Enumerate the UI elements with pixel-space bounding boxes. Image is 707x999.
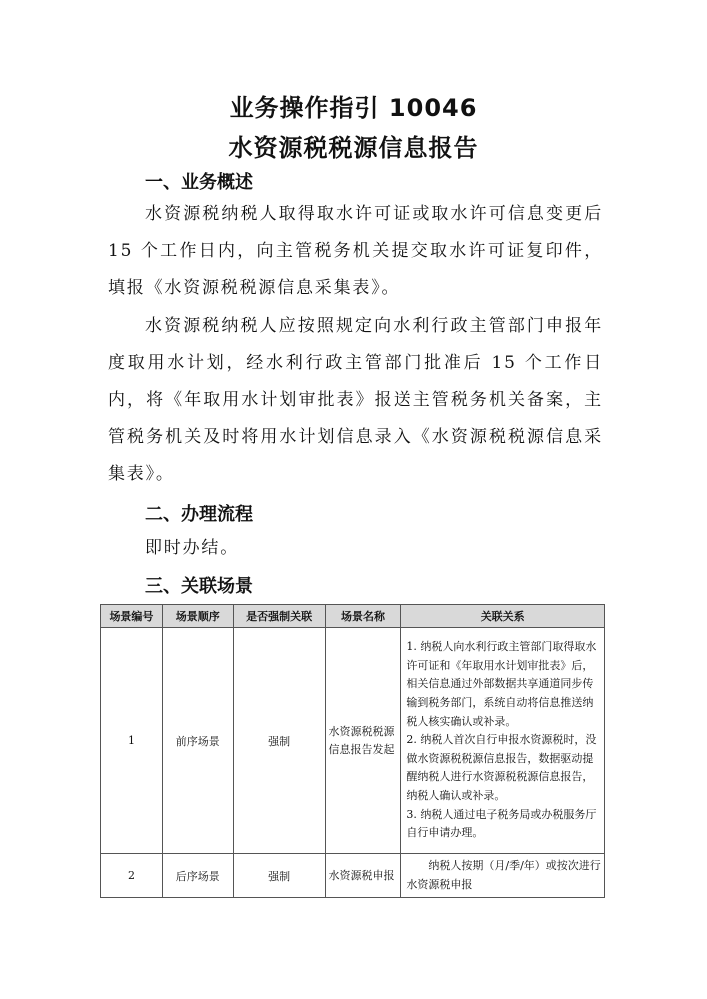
document-subtitle: 水资源税税源信息报告 [228,134,479,162]
relation-item: 2. 纳税人首次自行申报水资源税时，没做水资源税税源信息报告，数据驱动提醒纳税人进行水资源税税源信息报告，纳税人确认或补录。 [406,733,597,802]
header-relation: 关联关系 [401,605,605,628]
process-paragraph: 即时办结。 [145,538,239,558]
document-title: 业务操作指引 10046 [229,94,478,122]
cell-relation [401,854,605,898]
cell-scenario-order: 前序场景 [162,628,233,854]
cell-scenario-id: 2 [101,854,163,898]
scenario-table [100,604,605,898]
cell-mandatory: 强制 [233,628,325,854]
relation-item: 3. 纳税人通过电子税务局或办税服务厅自行申请办理。 [406,807,597,840]
relation-item: 1. 纳税人向水利行政主管部门取得取水许可证和《年取用水计划审批表》后，相关信息通过外部数据共享通道同步传输到税务部门，系统自动将信息推送纳税人核实确认或补录。 [406,640,597,728]
section-heading-scenarios: 三、关联场景 [145,576,253,597]
header-scenario-id: 场景编号 [101,605,163,628]
cell-relation [401,628,605,854]
section-heading-overview: 一、业务概述 [145,172,253,193]
overview-paragraph-2: 水资源税纳税人应按照规定向水利行政主管部门申报年度取用水计划，经水利行政主管部门批准后 15 个工作日内，将《年取用水计划审批表》报送主管税务机关备案，主管税务机关及时将用水计划信息录入《水资源税税源信息采集表》。 [108,316,603,484]
table-row [101,628,605,854]
header-mandatory: 是否强制关联 [233,605,325,628]
overview-paragraph-1: 水资源税纳税人取得取水许可证或取水许可信息变更后 15 个工作日内，向主管税务机关提交取水许可证复印件，填报《水资源税税源信息采集表》。 [108,204,603,298]
cell-scenario-order: 后序场景 [162,854,233,898]
table-header-row [101,605,605,628]
header-scenario-name: 场景名称 [325,605,401,628]
header-scenario-order: 场景顺序 [162,605,233,628]
cell-scenario-id: 1 [101,628,163,854]
table-row [101,854,605,898]
cell-scenario-name: 水资源税税源信息报告发起 [325,628,401,854]
cell-scenario-name: 水资源税申报 [325,854,401,898]
cell-mandatory: 强制 [233,854,325,898]
section-heading-process: 二、办理流程 [145,504,253,525]
relation-item: 纳税人按期（月/季/年）或按次进行水资源税申报 [406,859,601,891]
